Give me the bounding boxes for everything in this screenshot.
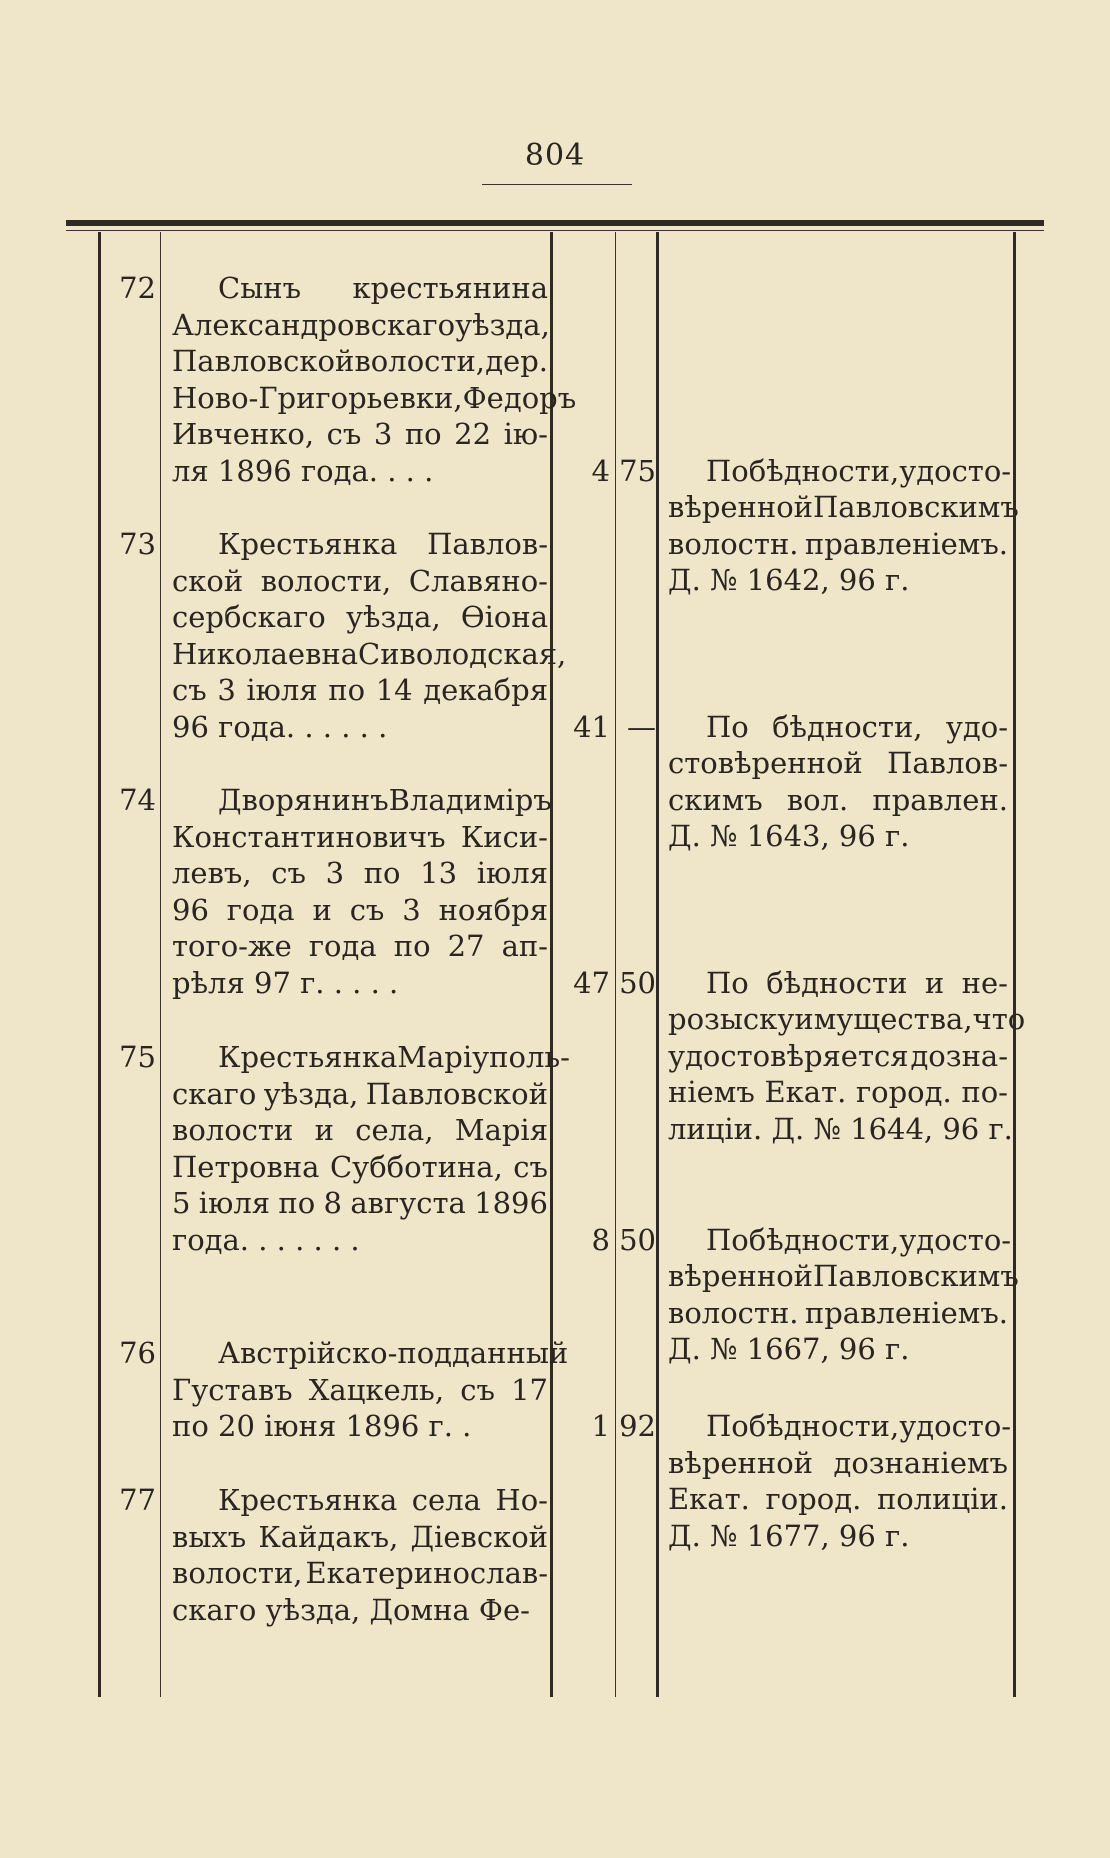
word: Александровскаго [172,307,456,342]
word: По [706,709,749,744]
word: удосто- [899,453,1012,488]
word: волости, [260,563,392,598]
entry-note-line [668,489,1019,525]
word: Павловскимъ [813,1259,1019,1293]
word: волостн. [668,1295,799,1330]
entry-note-line [668,526,1008,562]
word: Крестьянка [218,1040,398,1074]
entry-description-line [172,1076,548,1112]
amount-rubles: 8 [591,1222,610,1257]
word: Субботина, [329,1149,503,1184]
word: розыску [668,1002,795,1036]
word: съ [460,1372,495,1407]
word: вѣренной [668,1259,813,1293]
word: по [404,417,442,451]
entry-description-line [172,672,548,708]
word: Николаевна [172,636,359,671]
amount-rubles: 4 [591,453,610,488]
word: левъ, [172,856,252,890]
entry-note-line [668,782,1008,818]
entry-number: 72 [119,271,156,305]
entry-note-line: лиціи. Д. № 1644, 96 г. [668,1111,1013,1146]
entry-description-line [172,1555,548,1591]
word: іюля [476,856,548,890]
word: город. [855,1075,952,1109]
word: Крестьянка [218,1483,398,1517]
entry-description-line: года. . . . . . . [172,1222,360,1257]
word: Ивченко, [172,417,315,451]
word: декабря [423,673,548,707]
word: ніемъ [668,1075,755,1109]
amount-rubles: 1 [591,1409,610,1443]
word: съ [271,856,306,890]
word: 1896 [474,1186,548,1220]
word: выхъ [172,1519,247,1554]
amount-kopecks: 50 [619,1222,656,1257]
entry-note-line: Д. № 1667, 96 г. [668,1332,910,1366]
word: стовѣренной [668,746,863,780]
word: Павлов- [887,746,1008,780]
word: Діевской [410,1519,548,1554]
word: 8 [323,1186,342,1220]
word: Славяно- [408,563,548,598]
word: года [226,892,295,927]
word: по [328,673,366,707]
entry-description-line: скаго уѣзда, Домна Фе- [172,1592,530,1627]
word: Сынъ [218,271,302,305]
word: іюля [198,1186,271,1220]
word: съ [349,892,385,927]
word: удосто- [899,1222,1012,1257]
word: уѣзда, [345,600,441,634]
entry-note-line [668,1445,1008,1481]
entry-description-line [172,1039,570,1075]
word: Хацкель, [308,1372,445,1407]
word: по [393,929,431,963]
entry-description-line [172,819,548,855]
word: Павловской [365,1076,548,1111]
word: и [312,892,332,927]
word: 17 [511,1372,548,1407]
word: Константиновичъ [172,819,446,854]
word: Павловскимъ [813,490,1019,524]
entry-note-line [668,1481,1008,1517]
amount-kopecks: 75 [619,453,656,488]
entry-description-line [172,1149,548,1185]
word: того-же [172,929,292,963]
page-number-rule [482,184,632,185]
entry-description-line [172,1372,548,1408]
entry-description-line [172,1482,548,1518]
table-top-rule [66,220,1044,226]
entry-note-line: Д. № 1677, 96 г. [668,1518,910,1553]
entry-description-line [172,307,548,343]
word: съ [326,417,362,451]
word: волостн. [668,526,799,561]
word: Маріуполь- [397,1040,570,1074]
entry-description-line [172,1112,548,1148]
word: Крестьянка [218,527,398,561]
entry-description-line: по 20 іюня 1896 г. . [172,1409,472,1443]
table-top-rule-thin [66,230,1044,231]
word: сербскаго [172,600,326,634]
word: Екатеринослав- [305,1556,548,1590]
word: вѣренной [668,490,813,524]
amount-kopecks: 92 [619,1409,656,1443]
word: По [706,453,749,488]
word: года [308,929,377,963]
entry-number: 74 [119,783,156,817]
word: волости, [354,344,485,378]
word: вол. [786,782,849,817]
word: дознаніемъ [833,1445,1008,1480]
entry-note-line [668,1222,1012,1258]
word: город. [765,1482,862,1516]
word: 3 [373,417,393,451]
word: по- [961,1075,1008,1109]
entry-description-line [172,928,548,964]
word: Марія [454,1113,548,1147]
page-number: 804 [524,138,586,173]
word: бѣдности, [748,1222,900,1257]
word: Федоръ [462,380,577,415]
word: 13 [420,856,458,890]
word: уѣзда, [263,1076,359,1111]
entry-note-line [668,1295,1008,1331]
word: ію- [503,417,548,451]
word: 3 [217,673,236,707]
entry-note-line [668,1408,1012,1444]
word: Екат. [764,1075,847,1109]
entry-description-line [172,782,552,818]
entry-number: 73 [119,527,156,561]
entry-description-line [172,599,548,635]
word: бѣдности, [748,1409,900,1443]
word: августа [350,1186,466,1220]
table-left-border [98,232,101,1697]
word: удосто- [899,1409,1012,1443]
word: По [706,965,749,1000]
amount-rubles: 41 [573,709,610,744]
word: правлен. [872,782,1008,817]
entry-description-line [172,380,577,416]
word: Ново-Григорьевки, [172,380,463,415]
word: села, [355,1113,434,1147]
entry-description-line [172,563,548,599]
word: бѣдности [766,965,908,1000]
entry-note-line [668,709,1008,745]
entry-description-line [172,1185,548,1221]
word: скаго [172,1076,257,1111]
word: По [706,1409,749,1443]
column-divider-number [160,232,161,1697]
entry-description-line [172,526,548,562]
word: 22 [454,417,492,451]
entry-description-line: рѣля 97 г. . . . . [172,965,399,1000]
word: съ [172,673,207,707]
word: крестьянина [352,271,548,305]
entry-description-line: ля 1896 года. . . . [172,453,434,488]
word: съ [513,1149,548,1184]
word: Владиміръ [388,783,552,817]
entry-note-line: Д. № 1642, 96 г. [668,563,910,597]
entry-note-line [668,745,1008,781]
word: ноября [438,892,548,927]
entry-description-line [172,270,548,306]
word: скимъ [668,782,763,817]
amount-rubles: 47 [573,965,610,1000]
word: 27 [447,929,485,963]
word: Дворянинъ [218,783,389,817]
word: дер. [485,344,548,378]
word: Павлов- [427,527,548,561]
entry-note-line [668,1074,1008,1110]
entry-description-line: 96 года. . . . . . [172,709,388,744]
word: ап- [501,929,548,963]
word: удостовѣряется [668,1038,909,1073]
entry-number: 76 [119,1336,156,1370]
word: волости [172,1113,294,1147]
word: По [706,1222,749,1257]
word: волости, [172,1556,303,1590]
amount-kopecks: 50 [619,965,656,1000]
word: полиціи. [876,1482,1008,1516]
column-divider-kopecks [656,232,659,1697]
word: вѣренной [668,1445,813,1480]
word: Киси- [460,819,548,854]
word: Кайдакъ, [258,1519,399,1554]
entry-description-line [172,1335,569,1371]
word: 14 [375,673,413,707]
word: правленіемъ. [804,1295,1008,1330]
entry-description-line [172,892,548,928]
word: и [314,1113,334,1147]
word: дозна- [910,1038,1008,1073]
word: 96 [172,892,209,927]
word: имущества, [794,1002,973,1036]
word: Густавъ [172,1372,293,1407]
entry-note-line [668,1258,1019,1294]
entry-note-line [668,1001,1026,1037]
word: не- [961,965,1008,1000]
entry-number: 75 [119,1040,156,1074]
entry-note-line [668,1038,1008,1074]
entry-description-line [172,636,567,672]
word: уѣзда, [455,307,550,342]
word: Ѳіона [460,600,548,634]
word: села [411,1483,481,1517]
word: удо- [945,709,1008,744]
entry-note-line [668,965,1008,1001]
amount-kopecks: — [627,709,656,744]
entry-note-line: Д. № 1643, 96 г. [668,819,910,853]
word: Павловской [172,344,355,378]
word: правленіемъ. [804,526,1008,561]
word: что [972,1002,1026,1036]
word: іюля [246,673,318,707]
table-right-border [1013,232,1016,1697]
word: Австрійско-подданный [218,1336,569,1370]
entry-description-line [172,855,548,891]
word: Петровна [172,1149,320,1184]
word: 5 [172,1186,191,1220]
word: 3 [402,892,421,927]
entry-description-line [172,343,548,379]
word: по [363,856,401,890]
word: и [924,965,945,1000]
word: Екат. [668,1482,750,1516]
entry-description-line [172,1519,548,1555]
column-divider-description [550,232,553,1697]
word: Сиволодская, [358,636,567,671]
word: бѣдности, [748,453,900,488]
word: бѣдности, [772,709,923,744]
word: ской [172,563,244,598]
entry-number: 77 [119,1483,156,1517]
word: 3 [325,856,345,890]
entry-description-line [172,416,548,452]
word: Но- [495,1483,548,1517]
entry-note-line [668,453,1012,489]
word: по [278,1186,316,1220]
